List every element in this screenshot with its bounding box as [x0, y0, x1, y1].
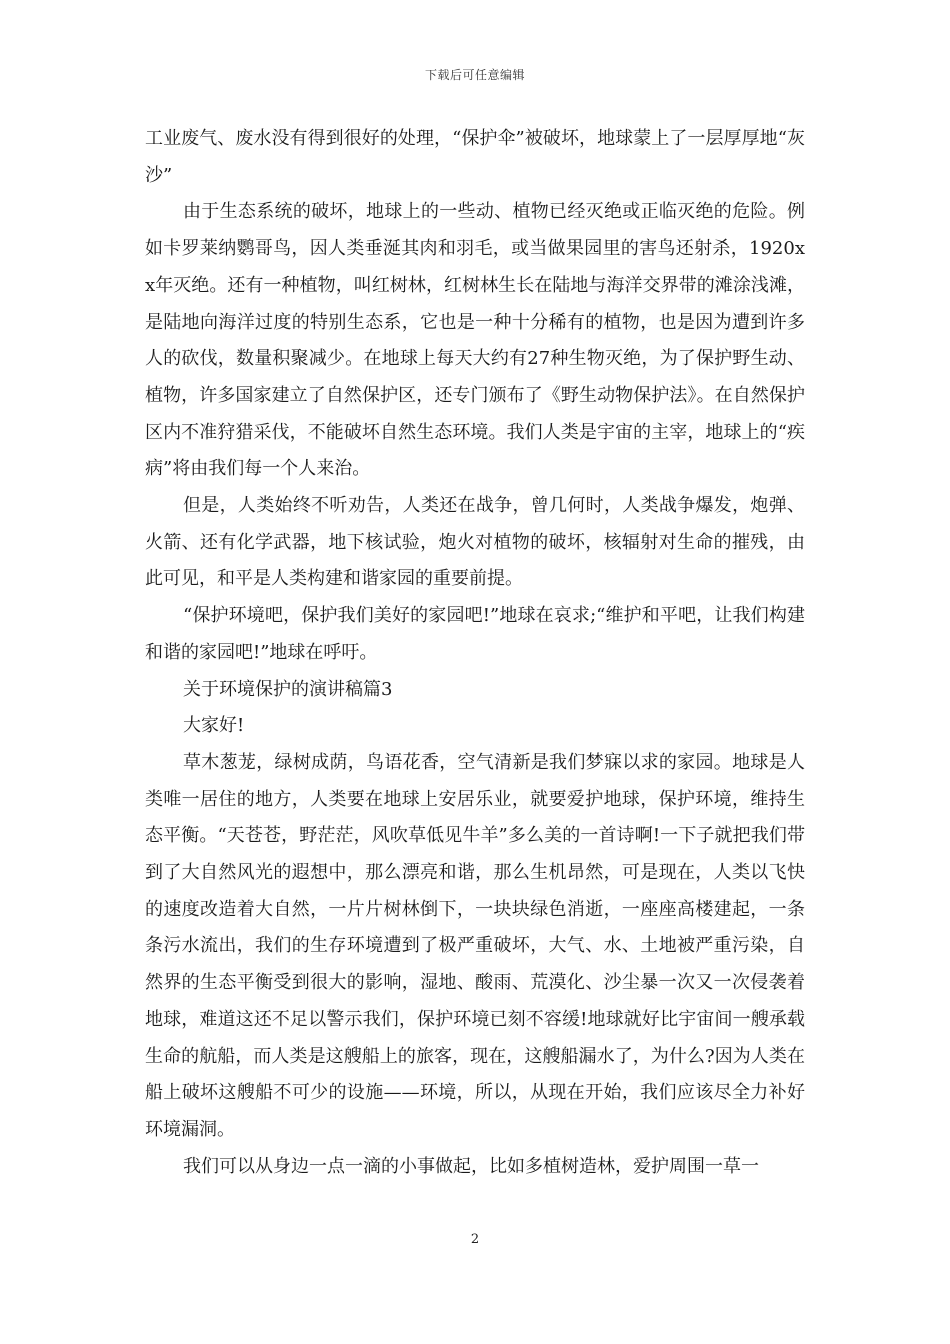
page-header-note: 下载后可任意编辑 — [424, 68, 525, 82]
section-heading: 关于环境保护的演讲稿篇3 — [183, 678, 393, 700]
paragraph-6: 我们可以从身边一点一滴的小事做起，比如多植树造林，爱护周围一草一 — [183, 1155, 759, 1177]
document-body — [145, 121, 805, 1185]
paragraph-5: 草木葱茏，绿树成荫，鸟语花香，空气清新是我们梦寐以求的家园。地球是人类唯一居住的地方，人类要在地球上安居乐业，就要爱护地球，保护环境，维持生态平衡。“天苍苍，野茫茫，风吹草低见牛羊”多么美的一首诗啊!一下子就把我们带到了大自然风光的遐想中，那么漂亮和谐，那么生机昂然，可是现在，人类以飞快的速度改造着大自然，一片片树林倒下，一块块绿色消逝，一座座高楼建起，一条条污水流出，我们的生存环境遭到了极严重破坏，大气、水、土地被严重污染，自然界的生态平衡受到很大的影响，湿地、酸雨、荒漠化、沙尘暴一次又一次侵袭着地球，难道这还不足以警示我们，保护环境已刻不容缓!地球就好比宇宙间一艘承载生命的航船，而人类是这艘船上的旅客，现在，这艘船漏水了，为什么?因为人类在船上破坏这艘船不可少的设施——环境，所以，从现在开始，我们应该尽全力补好环境漏洞。 — [145, 751, 805, 1140]
page-number: 2 — [470, 1232, 480, 1247]
paragraph-1: 工业废气、废水没有得到很好的处理，“保护伞”被破坏，地球蒙上了一层厚厚地“灰沙” — [145, 128, 805, 186]
paragraph-2: 由于生态系统的破坏，地球上的一些动、植物已经灭绝或正临灭绝的危险。例如卡罗莱纳鹦哥鸟，因人类垂涎其肉和羽毛，或当做果园里的害鸟还射杀，1920xx年灭绝。还有一种植物，叫红树林，红树林生长在陆地与海洋交界带的滩涂浅滩，是陆地向海洋过度的特别生态系，它也是一种十分稀有的植物，也是因为遭到许多人的砍伐，数量积聚减少。在地球上每天大约有27种生物灭绝，为了保护野生动、植物，许多国家建立了自然保护区，还专门颁布了《野生动物保护法》。在自然保护区内不准狩猎采伐，不能破坏自然生态环境。我们人类是宇宙的主宰，地球上的“疾病”将由我们每一个人来治。 — [145, 201, 805, 480]
paragraph-4: “保护环境吧，保护我们美好的家园吧!”地球在哀求;“维护和平吧，让我们构建和谐的家园吧!”地球在呼吁。 — [145, 605, 805, 663]
paragraph-3: 但是，人类始终不听劝告，人类还在战争，曾几何时，人类战争爆发，炮弹、火箭、还有化学武器，地下核试验，炮火对植物的破坏，核辐射对生命的摧残，由此可见，和平是人类构建和谐家园的重要前提。 — [145, 495, 805, 590]
greeting: 大家好! — [183, 715, 245, 737]
